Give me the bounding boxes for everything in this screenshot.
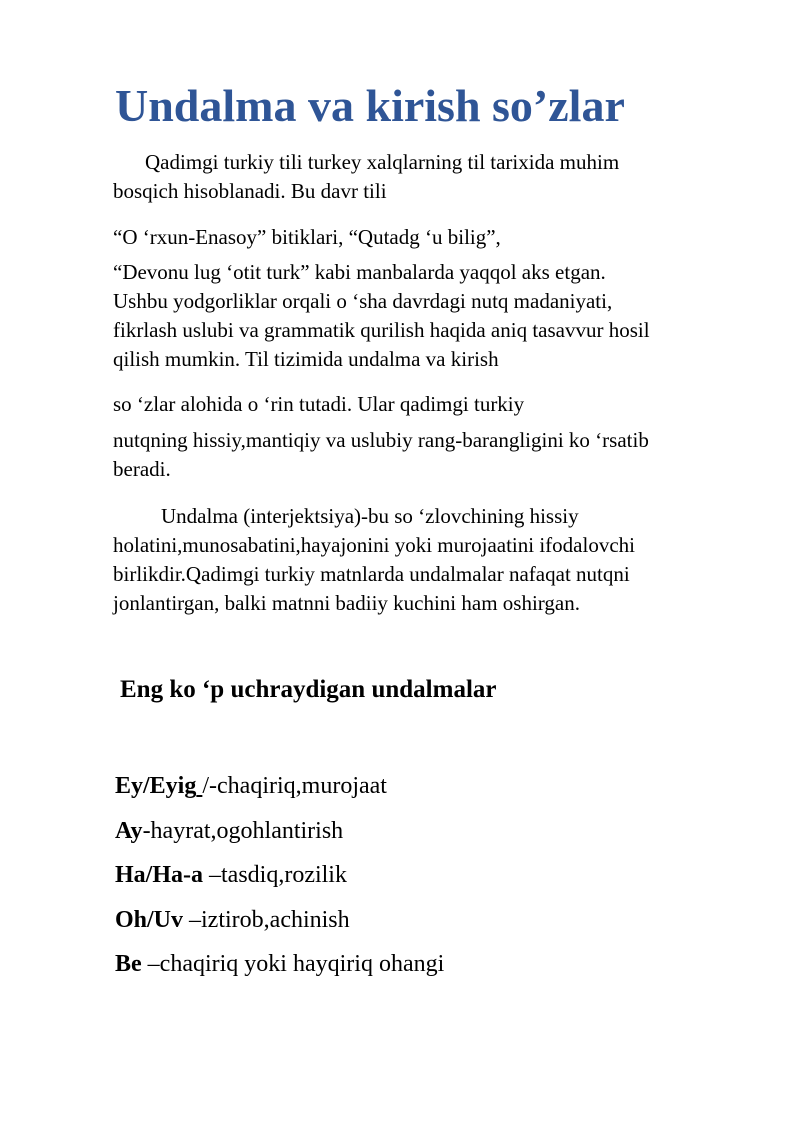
text-line: “Devonu lug ‘otit turk” kabi manbalarda yaqqol aks etgan. bbox=[113, 260, 606, 284]
text-line: Undalma (interjektsiya)-bu so ‘zlovchining hissiy bbox=[161, 504, 579, 528]
text-line: bosqich hisoblanadi. Bu davr tili bbox=[113, 179, 387, 203]
term-definition: –chaqiriq yoki hayqiriq ohangi bbox=[141, 951, 445, 977]
text-line: nutqning hissiy,mantiqiy va uslubiy rang-barangligini ko ‘rsatib bbox=[113, 428, 649, 452]
intro-paragraph-3 bbox=[113, 258, 753, 374]
text-line: holatini,munosabatini,hayajonini yoki murojaatini ifodalovchi bbox=[113, 533, 635, 557]
term: Ha/Ha-a bbox=[115, 862, 203, 888]
list-item bbox=[115, 857, 444, 902]
page-title: Undalma va kirish so’zlar bbox=[115, 80, 625, 131]
term: Ay bbox=[115, 817, 143, 844]
interjection-list bbox=[115, 768, 444, 991]
text-line: fikrlash uslubi va grammatik qurilish haqida aniq tasavvur hosil bbox=[113, 318, 650, 342]
text-line: jonlantirgan, balki matnni badiiy kuchini ham oshirgan. bbox=[113, 591, 580, 615]
text-line: “O ‘rxun-Enasoy” bitiklari, “Qutadg ‘u bilig”, bbox=[113, 225, 501, 249]
term-definition: /-chaqiriq,murojaat bbox=[202, 773, 387, 799]
text-line: beradi. bbox=[113, 457, 171, 481]
section-heading: Eng ko ‘p uchraydigan undalmalar bbox=[120, 676, 497, 703]
text-line: Ushbu yodgorliklar orqali o ‘sha davrdagi nutq madaniyati, bbox=[113, 289, 613, 313]
list-item bbox=[115, 768, 444, 813]
intro-paragraph-2 bbox=[113, 223, 753, 252]
text-line: qilish mumkin. Til tizimida undalma va kirish bbox=[113, 347, 499, 371]
list-item bbox=[115, 946, 444, 991]
definition-paragraph bbox=[113, 502, 753, 618]
text-line: Qadimgi turkiy tili turkey xalqlarning til tarixida muhim bbox=[145, 150, 620, 174]
term: Ey/Eyig bbox=[115, 773, 197, 799]
term-definition: -hayrat,ogohlantirish bbox=[142, 817, 344, 844]
text-line: birlikdir.Qadimgi turkiy matnlarda undalmalar nafaqat nutqni bbox=[113, 562, 630, 586]
term-definition: –iztirob,achinish bbox=[183, 906, 350, 933]
list-item bbox=[115, 813, 444, 858]
intro-paragraph-4 bbox=[113, 390, 753, 419]
intro-paragraph-1 bbox=[113, 148, 753, 206]
intro-paragraph-5 bbox=[113, 426, 753, 484]
list-item bbox=[115, 902, 444, 947]
term: Oh/Uv bbox=[115, 906, 184, 933]
text-line: so ‘zlar alohida o ‘rin tutadi. Ular qadimgi turkiy bbox=[113, 392, 525, 416]
term-definition: –tasdiq,rozilik bbox=[203, 862, 347, 888]
term: Be bbox=[115, 951, 142, 977]
